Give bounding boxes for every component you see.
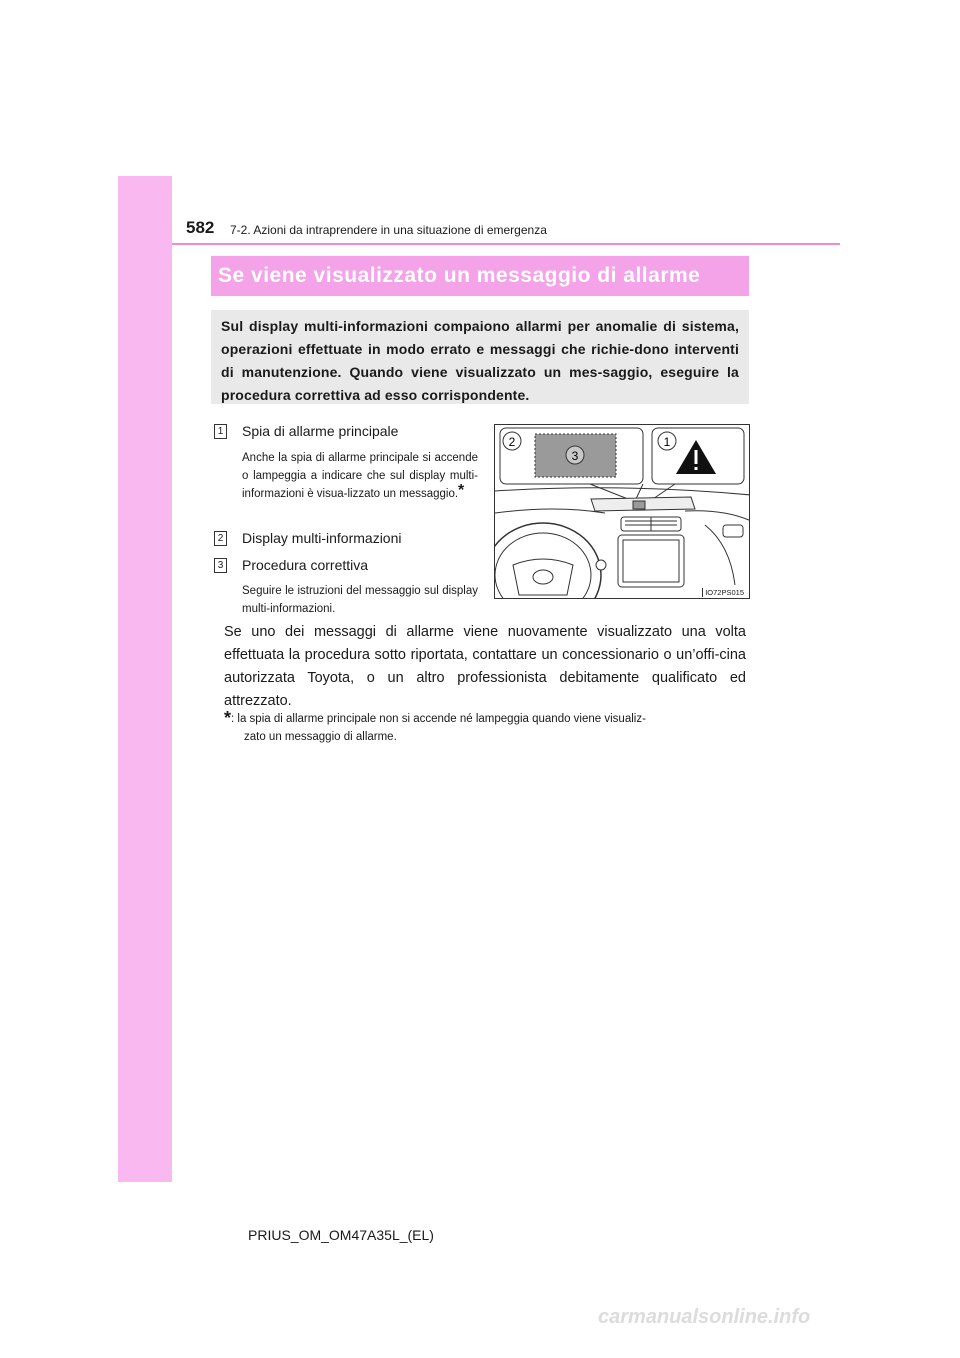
intro-text: Sul display multi-informazioni compaiono allarmi per anomalie di sistema, operazioni effettuate in modo errato e messaggi che richie-dono interventi di manutenzione. Quando viene visualizzato un mes-saggio, eseguire la procedura correttiva ad esso corrispondente. [221, 318, 739, 403]
section-title: Se viene visualizzato un messaggio di allarme [218, 264, 701, 287]
footer-code: PRIUS_OM_OM47A35L_(EL) [248, 1227, 434, 1243]
callout-1-label: 1 [663, 435, 671, 449]
footnote-text-continued: zato un messaggio di allarme. [244, 731, 397, 743]
item-description-1 [242, 449, 478, 503]
header-rule [172, 243, 840, 245]
asterisk-marker: * [458, 482, 465, 499]
intro-box [211, 310, 749, 404]
dashboard-illustration [494, 424, 750, 599]
callout-3-label: 3 [571, 449, 579, 463]
item-title-1: Spia di allarme principale [242, 423, 399, 439]
item-number-2: 2 [214, 531, 227, 546]
page-number: 582 [186, 218, 215, 237]
callout-2-label: 2 [508, 435, 516, 449]
footnote [224, 709, 746, 746]
figure-id: IO72PS015 [702, 588, 746, 597]
item-number-1: 1 [214, 424, 227, 439]
item-title-3: Procedura correttiva [242, 557, 369, 573]
footnote-marker: * [224, 708, 232, 728]
dashboard-drawing [495, 425, 750, 599]
item-description-1-text: Anche la spia di allarme principale si accende o lampeggia a indicare che sul display multi-informazioni è visua-lizzato un messaggio. [242, 452, 478, 500]
body-paragraph: Se uno dei messaggi di allarme viene nuovamente visualizzato una volta effettuata la procedura sotto riportata, contattare un concessionario o un’offi-cina autorizzata Toyota, o un altro professionista debitamente qualificato ed attrezzato. [224, 624, 746, 709]
item-description-3: Seguire le istruzioni del messaggio sul display multi-informazioni. [242, 585, 478, 615]
item-title-2: Display multi-informazioni [242, 530, 402, 546]
item-number-3: 3 [214, 558, 227, 573]
side-band [118, 176, 172, 1182]
watermark: carmanualsonline.info [598, 1306, 811, 1328]
section-banner [211, 256, 749, 296]
running-head: 7-2. Azioni da intraprendere in una situazione di emergenza [230, 223, 547, 237]
footnote-text: : la spia di allarme principale non si accende né lampeggia quando viene visualiz- [231, 713, 646, 725]
